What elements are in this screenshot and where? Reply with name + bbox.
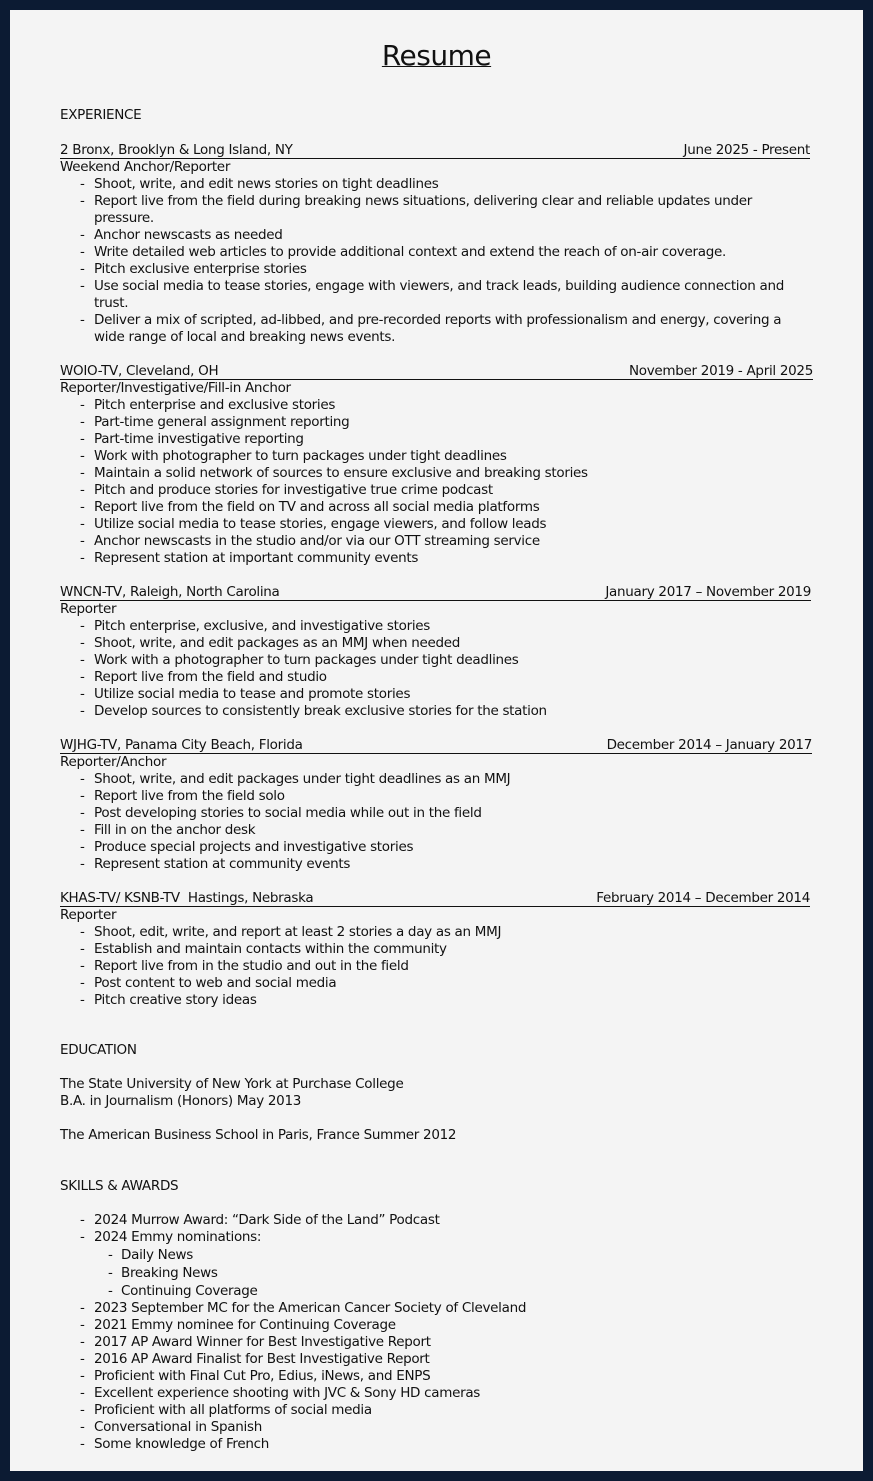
list-item: - 2016 AP Award Finalist for Best Investigative Report (80, 1351, 813, 1368)
list-item: - Pitch enterprise, exclusive, and investigative stories (80, 618, 811, 635)
list-item: - Use social media to tease stories, engage with viewers, and track leads, building audience connection and trust. (80, 278, 810, 312)
job-header (60, 584, 811, 601)
list-item: - Anchor newscasts in the studio and/or via our OTT streaming service (80, 533, 813, 550)
job-duties (60, 618, 811, 720)
list-item: - Excellent experience shooting with JVC & Sony HD cameras (80, 1385, 813, 1402)
job-header (60, 142, 810, 159)
experience-heading: EXPERIENCE (60, 107, 142, 123)
list-item: - Anchor newscasts as needed (80, 227, 810, 244)
job-entry (60, 737, 812, 873)
list-item: - Report live from in the studio and out in the field (80, 958, 810, 975)
list-item (80, 1229, 813, 1300)
job-role: Reporter (60, 907, 117, 923)
job-duties (60, 771, 812, 873)
job-station: WOIO-TV, Cleveland, OH (60, 363, 219, 379)
list-item: - Establish and maintain contacts within the community (80, 941, 810, 958)
job-station: 2 Bronx, Brooklyn & Long Island, NY (60, 142, 293, 158)
job-role: Reporter (60, 601, 117, 617)
skills-heading: SKILLS & AWARDS (60, 1178, 179, 1194)
job-station: WJHG-TV, Panama City Beach, Florida (60, 737, 303, 753)
job-dates: December 2014 – January 2017 (606, 737, 812, 753)
list-item: - Shoot, write, and edit news stories on tight deadlines (80, 176, 810, 193)
job-role: Reporter/Investigative/Fill-in Anchor (60, 380, 291, 396)
job-duties (60, 176, 810, 346)
list-item: - Write detailed web articles to provide additional context and extend the reach of on-air coverage. (80, 244, 810, 261)
list-item: - Represent station at important community events (80, 550, 813, 567)
job-station: WNCN-TV, Raleigh, North Carolina (60, 584, 280, 600)
job-entry (60, 142, 810, 346)
education-degree: B.A. in Journalism (Honors) May 2013 (60, 1093, 302, 1109)
job-dates: November 2019 - April 2025 (628, 363, 813, 379)
list-item: - Produce special projects and investigative stories (80, 839, 812, 856)
list-item: - Part-time investigative reporting (80, 431, 813, 448)
list-item: - 2017 AP Award Winner for Best Investigative Report (80, 1334, 813, 1351)
list-item: - Develop sources to consistently break exclusive stories for the station (80, 703, 811, 720)
list-item: - Represent station at community events (80, 856, 812, 873)
job-role: Reporter/Anchor (60, 754, 167, 770)
list-item: - Shoot, edit, write, and report at least 2 stories a day as an MMJ (80, 924, 810, 941)
list-item: - Shoot, write, and edit packages under tight deadlines as an MMJ (80, 771, 812, 788)
list-item: - Some knowledge of French (80, 1436, 813, 1453)
list-item: - 2024 Murrow Award: “Dark Side of the Land” Podcast (80, 1212, 813, 1229)
list-item: - Pitch creative story ideas (80, 992, 810, 1009)
list-item: - Fill in on the anchor desk (80, 822, 812, 839)
page-title: Resume (381, 39, 492, 72)
list-item: - Utilize social media to tease stories, engage viewers, and follow leads (80, 516, 813, 533)
job-role: Weekend Anchor/Reporter (60, 159, 231, 175)
list-item: - Shoot, write, and edit packages as an MMJ when needed (80, 635, 811, 652)
job-header (60, 737, 812, 754)
job-entry (60, 890, 810, 1009)
list-item: - Report live from the field solo (80, 788, 812, 805)
education-heading: EDUCATION (60, 1042, 137, 1058)
job-entry (60, 584, 811, 720)
list-item: - Report live from the field during breaking news situations, delivering clear and reliable updates under pressure. (80, 193, 810, 227)
list-item: - Daily News (108, 1246, 813, 1264)
list-item: - Deliver a mix of scripted, ad-libbed, and pre-recorded reports with professionalism and energy, covering a wide range of local and breaking news events. (80, 312, 810, 346)
job-entry (60, 363, 813, 567)
skills-items (60, 1212, 813, 1453)
job-dates: February 2014 – December 2014 (596, 890, 810, 906)
job-dates: January 2017 – November 2019 (605, 584, 811, 600)
list-item: - Pitch and produce stories for investigative true crime podcast (80, 482, 813, 499)
list-item: - Utilize social media to tease and promote stories (80, 686, 811, 703)
list-item: - Proficient with Final Cut Pro, Edius, iNews, and ENPS (80, 1368, 813, 1385)
skills-list (60, 1212, 813, 1453)
list-item: - Work with photographer to turn packages under tight deadlines (80, 448, 813, 465)
list-item: - Proficient with all platforms of social media (80, 1402, 813, 1419)
job-duties (60, 924, 810, 1009)
list-item: - Pitch enterprise and exclusive stories (80, 397, 813, 414)
emmy-nominations-list (94, 1246, 813, 1300)
list-item: - Post developing stories to social media while out in the field (80, 805, 812, 822)
list-item: - Report live from the field on TV and across all social media platforms (80, 499, 813, 516)
list-item: - 2021 Emmy nominee for Continuing Coverage (80, 1317, 813, 1334)
job-header (60, 363, 813, 380)
resume-page (10, 10, 863, 1471)
list-item: - Pitch exclusive enterprise stories (80, 261, 810, 278)
education-school: The American Business School in Paris, France Summer 2012 (60, 1127, 457, 1143)
list-item: - Conversational in Spanish (80, 1419, 813, 1436)
job-station: KHAS-TV/ KSNB-TV Hastings, Nebraska (60, 890, 314, 906)
emmy-nominations-label: 2024 Emmy nominations: (94, 1229, 262, 1245)
job-dates: June 2025 - Present (683, 142, 810, 158)
list-item: - Part-time general assignment reporting (80, 414, 813, 431)
list-item: - Maintain a solid network of sources to ensure exclusive and breaking stories (80, 465, 813, 482)
education-school: The State University of New York at Purchase College (60, 1076, 404, 1092)
list-item: - Report live from the field and studio (80, 669, 811, 686)
list-item: - Continuing Coverage (108, 1282, 813, 1300)
list-item: - Work with a photographer to turn packages under tight deadlines (80, 652, 811, 669)
job-duties (60, 397, 813, 567)
list-item: - Breaking News (108, 1264, 813, 1282)
job-header (60, 890, 810, 907)
list-item: - Post content to web and social media (80, 975, 810, 992)
list-item: - 2023 September MC for the American Cancer Society of Cleveland (80, 1300, 813, 1317)
